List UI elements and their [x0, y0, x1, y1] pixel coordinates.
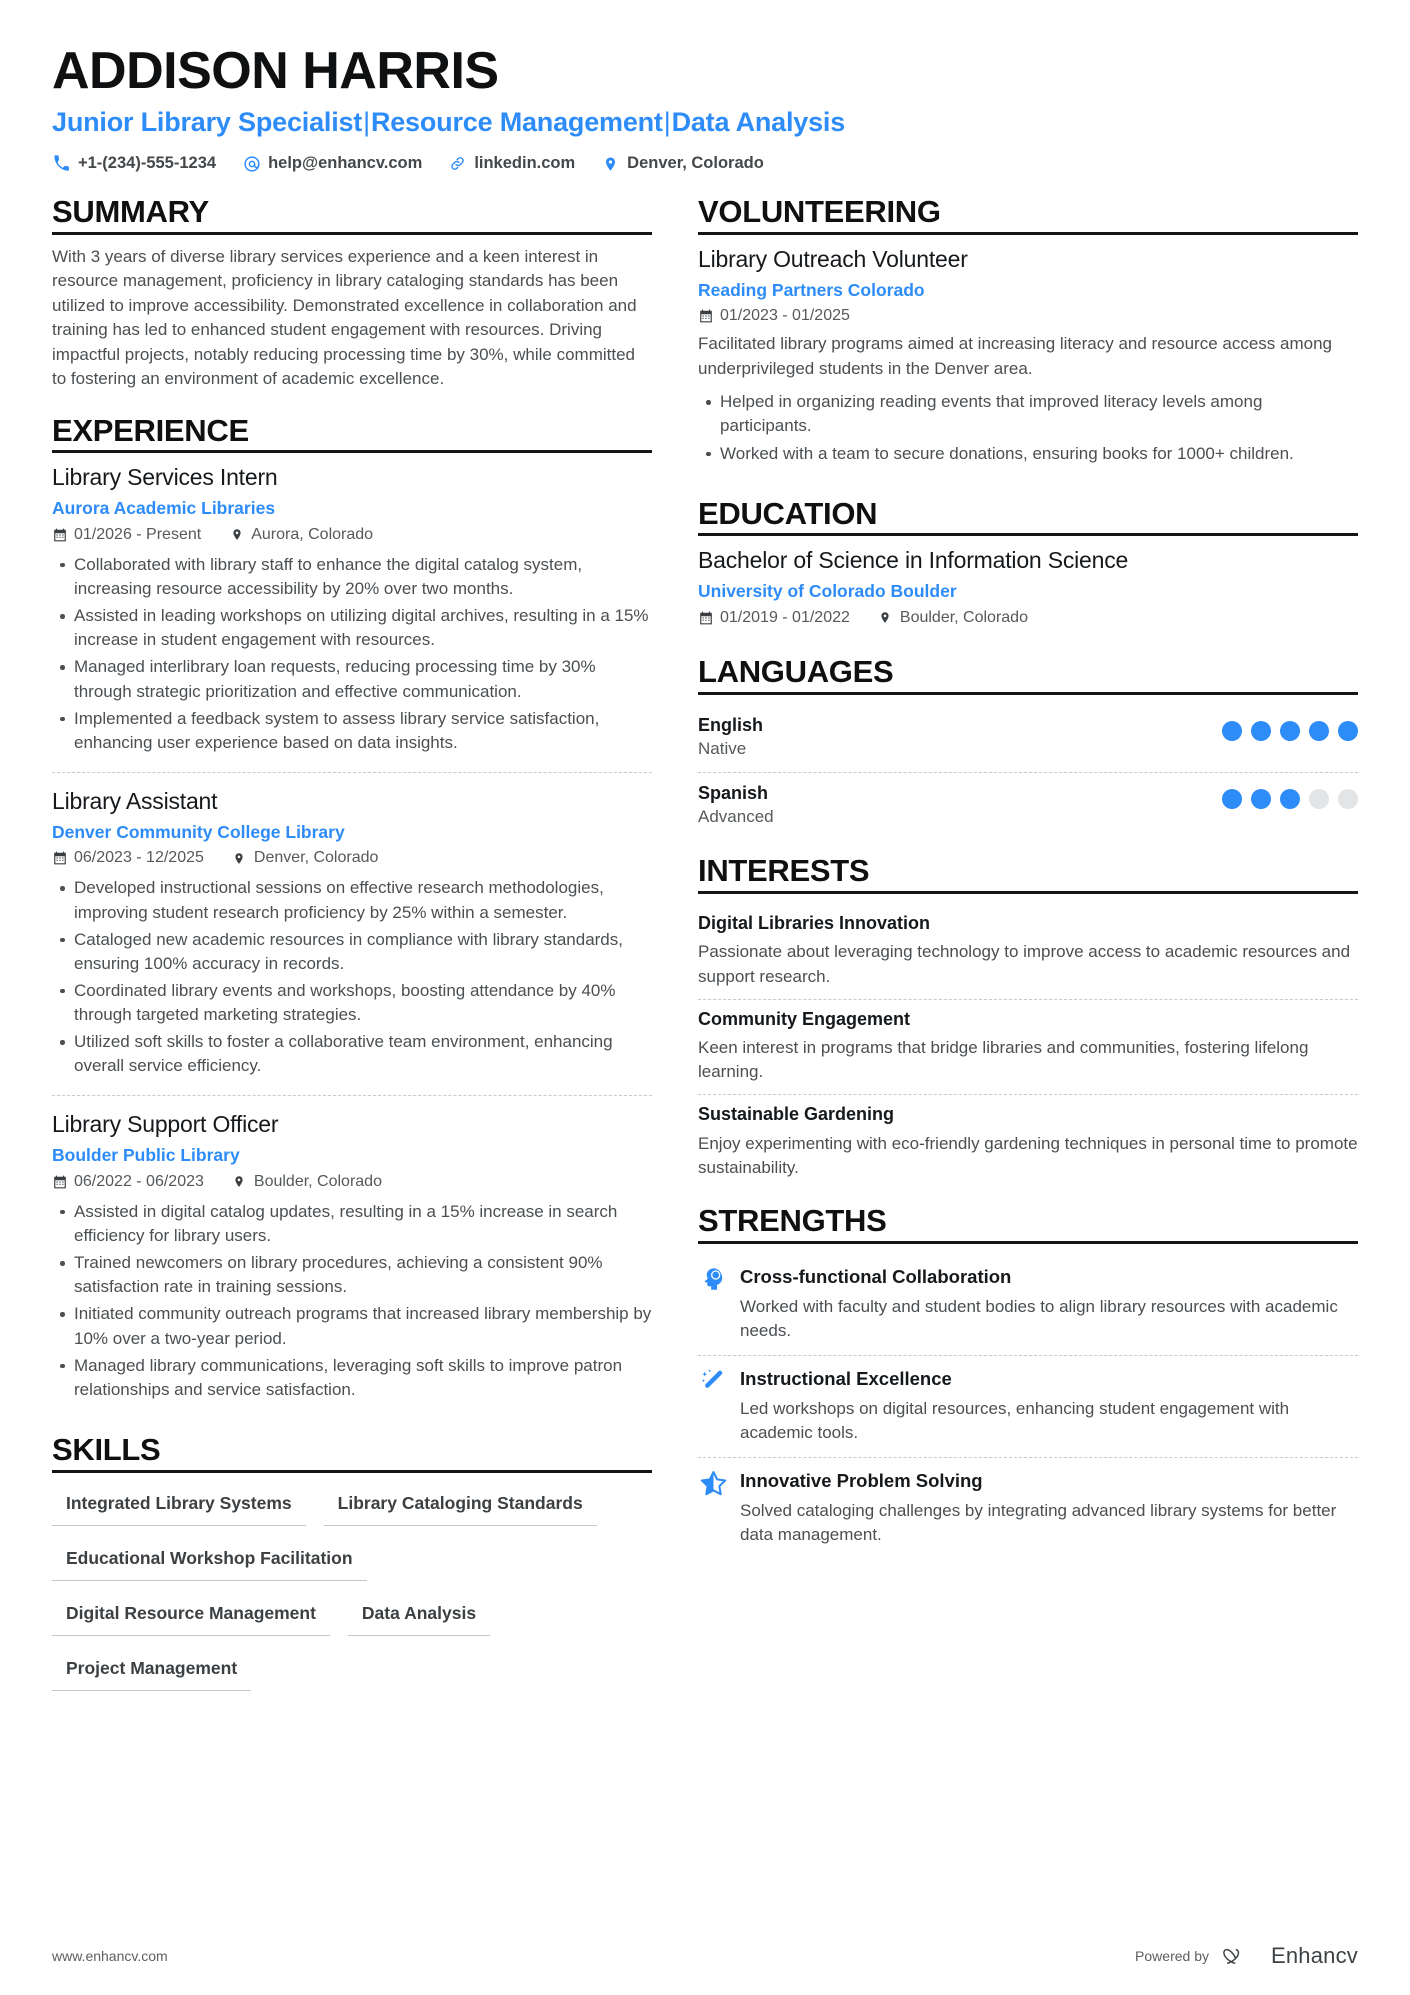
section-title-education: EDUCATION: [698, 495, 878, 531]
list-item: Coordinated library events and workshops, boosting attendance by 40% through targeted marketing strategies.: [74, 979, 652, 1027]
headline-part-3: Data Analysis: [671, 107, 846, 138]
experience-dates: [52, 849, 204, 867]
experience-dates: [52, 526, 201, 544]
proficiency-dot-filled: [1222, 789, 1242, 809]
experience-meta: [52, 1173, 652, 1191]
interest-name: Digital Libraries Innovation: [698, 913, 931, 933]
professional-headline: [52, 107, 1358, 138]
skill-chip[interactable]: Integrated Library Systems: [52, 1483, 306, 1526]
volunteering-entry: [698, 245, 1358, 483]
powered-by-label: Powered by: [1135, 1948, 1209, 1964]
proficiency-dot-filled: [1280, 721, 1300, 741]
section-rule: [52, 232, 652, 235]
contact-location-value: Denver, Colorado: [627, 154, 764, 173]
list-item: Collaborated with library staff to enhance the digital catalog system, increasing resource accessibility by 20% over two months.: [74, 553, 652, 601]
section-volunteering: [698, 195, 1358, 483]
education-location-value: Boulder, Colorado: [899, 608, 1028, 626]
volunteering-meta: [698, 307, 1358, 325]
section-title-experience: EXPERIENCE: [52, 412, 249, 448]
summary-text: With 3 years of diverse library services experience and a keen interest in resource management, proficiency in library cataloging standards has been utilized to improve accessibility. Demonstrated excellence in collaboration and training has led to enhanced student engagement with resources. Driving impactful projects, notably reducing processing time by 30%, while committed to fostering an environment of academic excellence.: [52, 246, 637, 389]
language-info: [698, 714, 763, 761]
strength-body: [740, 1367, 1358, 1445]
resume-body: [52, 195, 1358, 1706]
interest-description: Enjoy experimenting with eco-friendly gardening techniques in personal time to promote sustainability.: [698, 1133, 1358, 1177]
section-strengths: [698, 1204, 1358, 1560]
section-title-languages: LANGUAGES: [698, 653, 894, 689]
proficiency-dot-empty: [1309, 789, 1329, 809]
section-experience: [52, 414, 652, 1419]
enhancv-mark-icon: [1223, 1944, 1263, 1968]
strength-item: [698, 1356, 1358, 1458]
experience-role: Library Services Intern: [52, 464, 278, 491]
strength-description: Worked with faculty and student bodies to align library resources with academic needs.: [740, 1296, 1338, 1340]
section-education: [698, 497, 1358, 641]
section-title-skills: SKILLS: [52, 1431, 161, 1467]
interest-description: Keen interest in programs that bridge libraries and communities, fostering lifelong learning.: [698, 1038, 1309, 1082]
location-pin-icon: [232, 1174, 247, 1189]
experience-location: [229, 526, 373, 544]
language-level: Advanced: [698, 807, 774, 827]
experience-organization[interactable]: Aurora Academic Libraries: [52, 498, 276, 519]
interest-name: Community Engagement: [698, 1008, 911, 1029]
language-name: English: [698, 714, 764, 735]
section-title-interests: INTERESTS: [698, 853, 870, 889]
experience-location-value: Denver, Colorado: [253, 849, 379, 867]
section-interests: [698, 854, 1358, 1190]
experience-dates-value: 01/2026 - Present: [74, 525, 202, 543]
footer-site-url[interactable]: www.enhancv.com: [52, 1948, 168, 1964]
list-item: Utilized soft skills to foster a collaborative team environment, enhancing overall service efficiency.: [74, 1030, 652, 1078]
interest-name: Sustainable Gardening: [698, 1104, 895, 1125]
page-title: ADDISON HARRIS: [52, 42, 499, 100]
enhancv-brand-name: Enhancv: [1270, 1943, 1358, 1968]
strength-name: Innovative Problem Solving: [740, 1470, 983, 1492]
proficiency-dot-filled: [1309, 721, 1329, 741]
list-item: Developed instructional sessions on effective research methodologies, improving student research proficiency by 25% within a semester.: [74, 876, 652, 924]
location-pin-icon: [229, 527, 244, 542]
strength-name: Cross-functional Collaboration: [740, 1265, 1012, 1287]
education-dates: [698, 609, 850, 627]
experience-role: Library Assistant: [52, 787, 218, 814]
education-location: [878, 609, 1028, 627]
contact-phone-value: +1-(234)-555-1234: [78, 154, 217, 173]
location-pin-icon: [232, 851, 247, 866]
experience-bullets: [52, 1200, 652, 1402]
education-dates-value: 01/2019 - 01/2022: [720, 608, 850, 626]
experience-role: Library Support Officer: [52, 1111, 279, 1138]
calendar-icon: [698, 610, 713, 625]
language-proficiency-dots: [1222, 782, 1358, 809]
headline-separator-1: |: [363, 107, 370, 138]
list-item: Assisted in digital catalog updates, resulting in a 15% increase in search efficiency for library users.: [74, 1200, 652, 1248]
volunteering-dates: [698, 307, 850, 325]
contact-linkedin[interactable]: [448, 154, 575, 173]
proficiency-dot-filled: [1222, 721, 1242, 741]
list-item: Assisted in leading workshops on utilizing digital archives, resulting in a 15% increase in student engagement with resources.: [74, 604, 652, 652]
experience-entry: [52, 787, 652, 1097]
experience-dates: [52, 1173, 204, 1191]
language-row: [698, 773, 1358, 840]
strength-item: [698, 1458, 1358, 1559]
section-title-volunteering: VOLUNTEERING: [698, 194, 941, 230]
proficiency-dot-empty: [1338, 789, 1358, 809]
experience-location-value: Boulder, Colorado: [253, 1172, 382, 1190]
experience-bullets: [52, 876, 652, 1078]
section-skills: [52, 1433, 652, 1703]
volunteering-dates-value: 01/2023 - 01/2025: [720, 307, 850, 325]
section-rule: [698, 232, 1358, 235]
section-rule: [52, 450, 652, 453]
list-item: Trained newcomers on library procedures, achieving a consistent 90% satisfaction rate in training sessions.: [74, 1251, 652, 1299]
right-column: [698, 195, 1358, 1563]
skill-chip[interactable]: Educational Workshop Facilitation: [52, 1538, 367, 1581]
section-rule: [698, 533, 1358, 536]
contact-linkedin-value: linkedin.com: [474, 154, 576, 173]
resume-header: [52, 44, 1358, 173]
list-item: Managed library communications, leveraging soft skills to improve patron relationships and service satisfaction.: [74, 1354, 652, 1402]
section-rule: [698, 692, 1358, 695]
list-item: Helped in organizing reading events that improved literacy levels among participants.: [720, 390, 1358, 438]
language-name: Spanish: [698, 782, 769, 803]
list-item: Initiated community outreach programs that increased library membership by 10% over a two-year period.: [74, 1302, 652, 1350]
contact-email[interactable]: [242, 154, 422, 173]
volunteering-bullets: [698, 390, 1358, 465]
experience-organization[interactable]: Denver Community College Library: [52, 821, 345, 842]
proficiency-dot-filled: [1280, 789, 1300, 809]
section-summary: [52, 195, 652, 392]
spacer: [52, 396, 652, 414]
section-title-summary: SUMMARY: [52, 194, 209, 230]
headline-part-1: Junior Library Specialist: [52, 107, 363, 138]
email-icon: [242, 154, 261, 173]
experience-location: [232, 849, 379, 867]
experience-meta: [52, 526, 652, 544]
interest-description: Passionate about leveraging technology to improve access to academic resources and support research.: [698, 942, 1351, 986]
strength-name: Instructional Excellence: [740, 1367, 952, 1389]
proficiency-dot-filled: [1251, 789, 1271, 809]
section-title-strengths: STRENGTHS: [698, 1202, 887, 1238]
list-item: Worked with a team to secure donations, ensuring books for 1000+ children.: [720, 442, 1358, 466]
skill-chip[interactable]: Project Management: [52, 1648, 251, 1691]
experience-location-value: Aurora, Colorado: [251, 525, 374, 543]
skill-chip[interactable]: Digital Resource Management: [52, 1593, 330, 1636]
calendar-icon: [52, 1174, 67, 1189]
interest-item: [698, 1095, 1358, 1190]
contact-location: [601, 154, 764, 173]
experience-meta: [52, 849, 652, 867]
experience-entry: [52, 463, 652, 773]
magic-wand-icon: [698, 1367, 728, 1394]
volunteering-role: Library Outreach Volunteer: [698, 245, 968, 272]
strength-body: [740, 1265, 1358, 1343]
calendar-icon: [52, 527, 67, 542]
section-rule: [698, 1241, 1358, 1244]
experience-dates-value: 06/2023 - 12/2025: [74, 849, 204, 867]
experience-location: [232, 1173, 382, 1191]
headline-part-2: Resource Management: [370, 107, 663, 138]
interest-item: [698, 1000, 1358, 1096]
phone-icon: [52, 154, 71, 173]
education-degree: Bachelor of Science in Information Science: [698, 547, 1129, 574]
proficiency-dot-filled: [1251, 721, 1271, 741]
section-languages: [698, 655, 1358, 840]
calendar-icon: [52, 851, 67, 866]
half-star-icon: [698, 1469, 728, 1497]
language-proficiency-dots: [1222, 714, 1358, 741]
skill-chip[interactable]: Library Cataloging Standards: [324, 1483, 597, 1526]
list-item: Managed interlibrary loan requests, reducing processing time by 30% through strategic prioritization and effective communication.: [74, 655, 652, 703]
headline-separator-2: |: [663, 107, 671, 138]
section-rule: [698, 891, 1358, 894]
location-pin-icon: [878, 610, 893, 625]
strength-item: [698, 1254, 1358, 1356]
head-idea-icon: [698, 1265, 728, 1292]
proficiency-dot-filled: [1338, 721, 1358, 741]
experience-entry: [52, 1110, 652, 1419]
volunteering-organization[interactable]: Reading Partners Colorado: [698, 279, 925, 300]
interest-item: [698, 904, 1358, 1000]
footer-branding: [1135, 1943, 1358, 1969]
experience-organization[interactable]: Boulder Public Library: [52, 1145, 240, 1166]
strength-description: Solved cataloging challenges by integrating advanced library systems for better data management.: [740, 1501, 1337, 1545]
education-meta: [698, 609, 1358, 627]
language-level: Native: [698, 739, 747, 759]
section-rule: [52, 1470, 652, 1473]
experience-bullets: [52, 553, 652, 755]
list-item: Implemented a feedback system to assess library service satisfaction, enhancing user experience based on data insights.: [74, 707, 652, 755]
skills-list: [52, 1483, 652, 1703]
contact-email-value: help@enhancv.com: [268, 154, 423, 173]
language-info: [698, 782, 774, 829]
strength-description: Led workshops on digital resources, enhancing student engagement with academic tools.: [740, 1398, 1290, 1443]
page-footer: [52, 1943, 1358, 1969]
education-entry: [698, 546, 1358, 641]
contact-row: [52, 154, 1358, 173]
left-column: [52, 195, 652, 1706]
education-school[interactable]: University of Colorado Boulder: [698, 581, 957, 602]
language-row: [698, 705, 1358, 773]
volunteering-description: Facilitated library programs aimed at increasing literacy and resource access among underprivileged students in the Denver area.: [698, 334, 1333, 378]
enhancv-logo: [1223, 1943, 1358, 1969]
experience-dates-value: 06/2022 - 06/2023: [74, 1172, 204, 1190]
calendar-icon: [698, 309, 713, 324]
strength-body: [740, 1469, 1358, 1547]
contact-phone[interactable]: [52, 154, 216, 173]
location-pin-icon: [601, 154, 620, 173]
link-icon: [448, 154, 467, 173]
skill-chip[interactable]: Data Analysis: [348, 1593, 490, 1636]
list-item: Cataloged new academic resources in compliance with library standards, ensuring 100% accuracy in records.: [74, 928, 652, 976]
